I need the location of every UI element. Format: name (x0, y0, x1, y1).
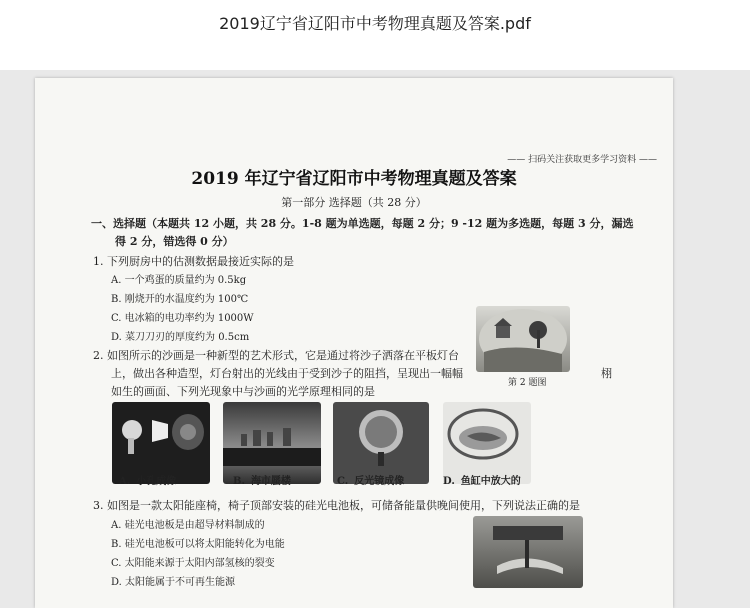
question-2-line2: 上，做出各种造型，灯台射出的光线由于受到沙子的阻挡，呈现出一幅幅 (111, 367, 463, 380)
choice-a-caption (119, 472, 176, 487)
question-2-line1: 2. 如图所示的沙画是一种新型的艺术形式，它是通过将沙子洒落在平板灯台 (93, 349, 459, 362)
question-3-stem: 3. 如图是一款太阳能座椅，椅子顶部安装的硅光电池板，可储备能量供晚间使用，下列说法正确的是 (93, 499, 580, 512)
choice-d-letter: D. (443, 476, 455, 487)
choice-d-caption (443, 472, 521, 487)
question-1-option-b: B. 刚烧开的水温度约为 100℃ (111, 294, 249, 305)
question-3-option-c: C. 太阳能来源于太阳内部氢核的裂变 (111, 558, 275, 569)
question-2-figure-caption: 第 2 题图 (508, 378, 547, 388)
question-1-option-a: A. 一个鸡蛋的质量约为 0.5kg (111, 275, 247, 286)
choice-c-letter: C. (337, 476, 349, 487)
question-3-option-d: D. 太阳能属于不可再生能源 (111, 577, 236, 588)
question-3-option-b: B. 硅光电池板可以将太阳能转化为电能 (111, 539, 285, 550)
section-instructions-line1: 一、选择题（本题共 12 小题，共 28 分。1-8 题为单选题，每题 2 分；9 -12 题为多选题，每题 3 分，漏选 (91, 217, 634, 230)
question-2-line2-tail: 栩 (601, 367, 612, 380)
question-3-option-a: A. 硅光电池板是由超导材料制成的 (111, 520, 265, 531)
choice-c-caption (337, 472, 404, 487)
sand-painting-image (476, 306, 570, 372)
choice-a-label: 小孔成像 (136, 476, 177, 487)
choice-c-label: 反光镜成像 (354, 476, 405, 487)
viewer-toolbar (0, 0, 750, 70)
choice-d-label: 鱼缸中放大的 (460, 476, 521, 487)
document-title: 2019辽宁省辽阳市中考物理真题及答案.pdf (219, 14, 531, 33)
question-1-option-d: D. 菜刀刀刃的厚度约为 0.5cm (111, 332, 250, 343)
choice-b-label: 海市蜃楼 (250, 476, 291, 487)
choice-b-caption (233, 472, 291, 487)
solar-chair-image (473, 516, 583, 588)
part-heading: 第一部分 选择题（共 28 分） (281, 196, 427, 209)
question-1-stem: 1. 下列厨房中的估测数据最接近实际的是 (93, 255, 294, 268)
question-2-line3: 如生的画面、下列光现象中与沙画的光学原理相同的是 (111, 385, 375, 398)
choice-a-letter: A. (119, 476, 131, 487)
question-1-option-c: C. 电冰箱的电功率约为 1000W (111, 313, 254, 324)
choice-b-letter: B. (233, 476, 245, 487)
section-instructions-line2: 得 2 分，错选得 0 分） (115, 235, 234, 248)
paper-title: 2019 年辽宁省辽阳市中考物理真题及答案 (191, 169, 517, 189)
pdf-page (35, 78, 673, 608)
promo-banner: —— 扫码关注获取更多学习资料 —— (507, 155, 657, 165)
